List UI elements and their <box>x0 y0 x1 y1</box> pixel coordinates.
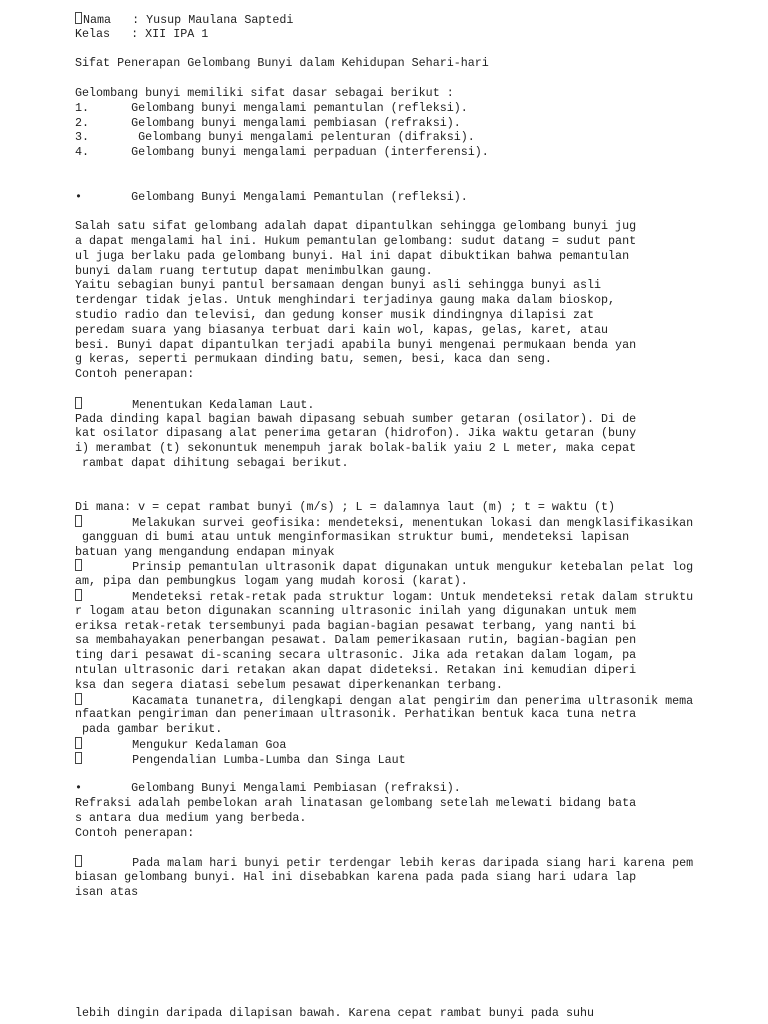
text-line <box>75 767 693 782</box>
text-line-content: Salah satu sifat gelombang adalah dapat dipantulkan sehingga gelombang bunyi jug <box>75 219 637 234</box>
text-line-content: peredam suara yang biasanya terbuat dari kain wol, kapas, gelas, karet, atau <box>75 322 609 337</box>
text-line-content: a dapat mengalami hal ini. Hukum pemantulan gelombang: sudut datang = sudut pant <box>75 233 637 248</box>
text-line <box>75 278 693 293</box>
text-line <box>75 619 693 634</box>
text-line <box>75 101 693 116</box>
text-line-content: Pengendalian Lumba-Lumba dan Singa Laut <box>83 752 406 767</box>
text-line-content: bunyi dalam ruang tertutup dapat menimbulkan gaung. <box>75 263 433 278</box>
text-line <box>75 367 693 382</box>
text-line <box>75 678 693 693</box>
text-line <box>75 826 693 841</box>
text-line-content: ting dari pesawat di-scaning secara ultrasonic. Jika ada retakan dalam logam, pa <box>75 648 637 663</box>
text-line-content: Gelombang bunyi memiliki sifat dasar sebagai berikut : <box>75 85 454 100</box>
missing-glyph-icon <box>75 559 82 571</box>
text-line-content: • Gelombang Bunyi Mengalami Pembiasan (refraksi). <box>75 781 461 796</box>
text-line-content: g keras, seperti permukaan dinding batu, semen, besi, kaca dan seng. <box>75 352 552 367</box>
text-line-content: 3. Gelombang bunyi mengalami pelenturan (difraksi). <box>75 130 475 145</box>
text-line <box>75 545 693 560</box>
text-line <box>75 604 693 619</box>
text-line <box>75 204 693 219</box>
text-line <box>75 160 693 175</box>
text-line-content: Mendeteksi retak-retak pada struktur logam: Untuk mendeteksi retak dalam struktu <box>83 590 694 605</box>
text-line-content: Menentukan Kedalaman Laut. <box>83 397 315 412</box>
text-line <box>75 870 693 885</box>
text-line <box>75 56 693 71</box>
text-line <box>75 841 693 856</box>
text-line-content: • Gelombang Bunyi Mengalami Pemantulan (refleksi). <box>75 189 468 204</box>
text-line-content: sa membahayakan penerbangan pesawat. Dalam pemerikasaan rutin, bagian-bagian pen <box>75 633 637 648</box>
text-line <box>75 264 693 279</box>
text-line-content: Contoh penerapan: <box>75 367 195 382</box>
text-line <box>75 71 693 86</box>
text-line <box>75 855 693 870</box>
missing-glyph-icon <box>75 589 82 601</box>
text-line <box>75 397 693 412</box>
text-line <box>75 86 693 101</box>
text-line <box>75 175 693 190</box>
text-line-content: s antara dua medium yang berbeda. <box>75 811 307 826</box>
missing-glyph-icon <box>75 693 82 705</box>
text-line-content: ksa dan segera diatasi sebelum pesawat diperkenankan terbang. <box>75 677 503 692</box>
text-line <box>75 574 693 589</box>
text-line-content: 1. Gelombang bunyi mengalami pemantulan (refleksi). <box>75 100 468 115</box>
document-body <box>75 12 693 900</box>
text-line <box>75 249 693 264</box>
text-line <box>75 486 693 501</box>
text-line <box>75 471 693 486</box>
text-line-content: ntulan ultrasonic dari retakan akan dapat dideteksi. Retakan ini kemudian diperi <box>75 663 637 678</box>
text-line-content: Yaitu sebagian bunyi pantul bersamaan dengan bunyi asli sehingga bunyi asli <box>75 278 602 293</box>
text-line-content: isan atas <box>75 885 139 900</box>
missing-glyph-icon <box>75 397 82 409</box>
text-line <box>75 412 693 427</box>
text-line <box>75 589 693 604</box>
text-line <box>75 293 693 308</box>
text-line-content: Pada malam hari bunyi petir terdengar lebih keras daripada siang hari karena pem <box>83 856 694 871</box>
text-line <box>75 190 693 205</box>
text-line <box>75 781 693 796</box>
text-line <box>75 116 693 131</box>
text-line <box>75 663 693 678</box>
text-line-content: Melakukan survei geofisika: mendeteksi, menentukan lokasi dan mengklasifikasikan <box>83 516 694 531</box>
text-line <box>75 308 693 323</box>
text-line <box>75 559 693 574</box>
text-line <box>75 352 693 367</box>
text-line <box>75 796 693 811</box>
text-line-content: Prinsip pemantulan ultrasonik dapat digunakan untuk mengukur ketebalan pelat log <box>83 560 694 575</box>
text-line-content: r logam atau beton digunakan scanning ultrasonic inilah yang digunakan untuk mem <box>75 603 637 618</box>
missing-glyph-icon <box>75 855 82 867</box>
text-line <box>75 382 693 397</box>
text-line <box>75 42 693 57</box>
text-line-content: Refraksi adalah pembelokan arah linatasan gelombang setelah melewati bidang bata <box>75 796 637 811</box>
text-line-content: eriksa retak-retak tersembunyi pada bagian-bagian pesawat terbang, yang nanti bi <box>75 618 637 633</box>
text-line <box>75 530 693 545</box>
text-line <box>75 323 693 338</box>
text-line-content: Di mana: v = cepat rambat bunyi (m/s) ; L = dalamnya laut (m) ; t = waktu (t) <box>75 500 616 515</box>
text-line <box>75 693 693 708</box>
text-line-content: 4. Gelombang bunyi mengalami perpaduan (interferensi). <box>75 145 489 160</box>
text-line <box>75 338 693 353</box>
text-line-content: besi. Bunyi dapat dipantulkan terjadi apabila bunyi mengenai permukaan benda yan <box>75 337 637 352</box>
text-line-content: 2. Gelombang bunyi mengalami pembiasan (refraksi). <box>75 115 461 130</box>
text-line <box>75 885 693 900</box>
text-line <box>75 12 693 27</box>
text-line <box>75 27 693 42</box>
text-line-content: Kelas : XII IPA 1 <box>75 26 209 41</box>
text-line-content: terdengar tidak jelas. Untuk menghindari terjadinya gaung maka dalam bioskop, <box>75 293 616 308</box>
text-line-content: Nama : Yusup Maulana Saptedi <box>83 13 294 27</box>
text-line <box>75 145 693 160</box>
text-line <box>75 707 693 722</box>
text-line <box>75 219 693 234</box>
text-line-content: studio radio dan televisi, dan gedung konser musik dindingnya dilapisi zat <box>75 307 595 322</box>
text-line-content: am, pipa dan pembungkus logam yang mudah korosi (karat). <box>75 574 468 589</box>
text-line <box>75 500 693 515</box>
text-line-content: biasan gelombang bunyi. Hal ini disebabkan karena pada pada siang hari udara lap <box>75 870 637 885</box>
missing-glyph-icon <box>75 737 82 749</box>
missing-glyph-icon <box>75 12 82 24</box>
text-line <box>75 648 693 663</box>
text-line-content: Contoh penerapan: <box>75 825 195 840</box>
text-line-content: rambat dapat dihitung sebagai berikut. <box>75 455 349 470</box>
text-line-content: Mengukur Kedalaman Goa <box>83 738 287 753</box>
text-line <box>75 633 693 648</box>
text-line-content: kat osilator dipasang alat penerima getaran (hidrofon). Jika waktu getaran (buny <box>75 426 637 441</box>
text-line-content: Sifat Penerapan Gelombang Bunyi dalam Kehidupan Sehari-hari <box>75 56 489 71</box>
text-line <box>75 515 693 530</box>
text-line <box>75 722 693 737</box>
text-line-content: i) merambat (t) sekonuntuk menempuh jarak bolak-balik yaiu 2 L meter, maka cepat <box>75 441 637 456</box>
text-line <box>75 234 693 249</box>
text-line <box>75 441 693 456</box>
text-line <box>75 456 693 471</box>
text-line <box>75 130 693 145</box>
text-line-content: ul juga berlaku pada gelombang bunyi. Hal ini dapat dibuktikan bahwa pemantulan <box>75 248 630 263</box>
text-line-content: Pada dinding kapal bagian bawah dipasang sebuah sumber getaran (osilator). Di de <box>75 411 637 426</box>
text-line-content: nfaatkan pengiriman dan penerimaan ultrasonik. Perhatikan bentuk kaca tuna netra <box>75 707 637 722</box>
page-bottom-line: lebih dingin daripada dilapisan bawah. Karena cepat rambat bunyi pada suhu <box>75 1006 595 1020</box>
missing-glyph-icon <box>75 515 82 527</box>
text-line-content: gangguan di bumi atau untuk menginformasikan struktur bumi, mendeteksi lapisan <box>75 529 630 544</box>
missing-glyph-icon <box>75 752 82 764</box>
text-line-content: pada gambar berikut. <box>75 722 223 737</box>
text-line <box>75 426 693 441</box>
text-line <box>75 811 693 826</box>
text-line <box>75 752 693 767</box>
text-line-content: Kacamata tunanetra, dilengkapi dengan alat pengirim dan penerima ultrasonik mema <box>83 693 694 708</box>
text-line-content: batuan yang mengandung endapan minyak <box>75 544 335 559</box>
text-line <box>75 737 693 752</box>
